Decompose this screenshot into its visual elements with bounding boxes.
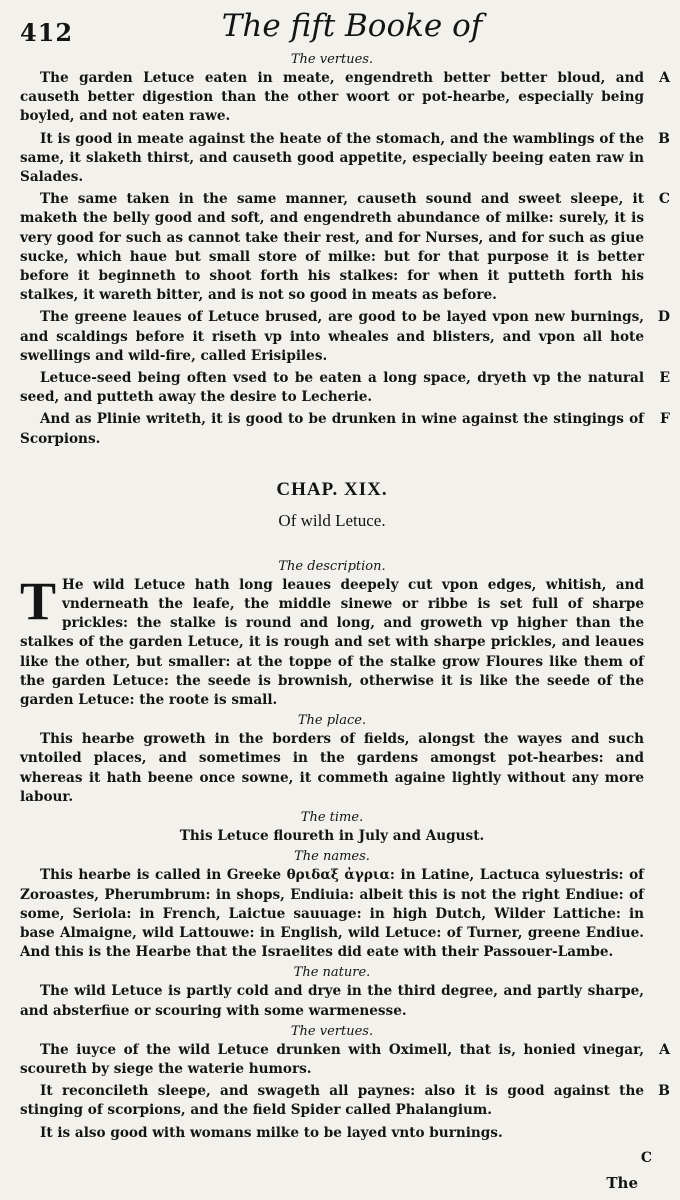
- margin-letter: B: [658, 1083, 670, 1100]
- section-heading-time: The time.: [300, 810, 364, 826]
- paragraph: The same taken in the same manner, causeth sound and sweet sleepe, it maketh the belly good and soft, and engendreth abundance of milke: surely, it is very good for such as cannot take their rest, and for Nurses, and for such as giue sucke, which haue but small store of milke: but for that purpose it is better before it beginneth to shoot forth his stalkes: for when it putteth forth his stalkes, it wareth bitter, and is not so good in meats as before. C: [20, 191, 670, 304]
- paragraph: It is also good with womans milke to be layed vnto burnings.: [40, 1124, 503, 1141]
- catchword: The: [606, 1174, 638, 1192]
- paragraph: This hearbe groweth in the borders of fields, alongst the wayes and such vntoiled places, and sometimes in the gardens amongst pot-hearbes: and whereas it hath beene once sowne, it commeth againe lightly without any more labour.: [20, 731, 644, 805]
- section-heading-nature: The nature.: [293, 965, 371, 981]
- drop-cap: T: [20, 570, 57, 631]
- chapter-title: Of wild Letuce.: [278, 510, 386, 530]
- section-heading-vertues: The vertues.: [290, 52, 374, 67]
- margin-letter: A: [659, 1041, 670, 1058]
- paragraph: The greene leaues of Letuce brused, are good to be layed vpon new burnings, and scaldings before it riseth vp into wheales and blisters, and vpon all hote swellings and wild-fire, called Erisipiles. D: [20, 309, 670, 364]
- margin-letter: A: [659, 70, 670, 86]
- paragraph: The iuyce of the wild Letuce drunken with Oximell, that is, honied vinegar, scoureth by siege the waterie humors. A: [20, 1041, 670, 1077]
- paragraph: T He wild Letuce hath long leaues deepely cut vpon edges, whitish, and vnderneath the leafe, the middle sinewe or ribbe is set full of sharpe prickles: the stalke is round and long, and groweth vp higher than the stalkes of the garden Letuce, it is rough and set with sharpe prickles, and leaues like the other, but smaller: at the toppe of the stalke grow Floures like them of the garden Letuce: the seede is brownish, otherwise it is like the seede of the garden Letuce: the roote is small.: [20, 570, 644, 709]
- paragraph: It reconcileth sleepe, and swageth all paynes: also it is good against the stinging of scorpions, and the field Spider called Phalangium. B: [20, 1083, 670, 1119]
- page-number: 412: [20, 18, 74, 47]
- section-heading-place: The place.: [297, 713, 367, 729]
- paragraph: The wild Letuce is partly cold and drye in the third degree, and partly sharpe, and absterfiue or scouring with some warmenesse.: [20, 983, 644, 1019]
- margin-letter: D: [657, 309, 670, 326]
- paragraph: And as Plinie writeth, it is good to be drunken in wine against the stingings of Scorpions. F: [20, 411, 670, 447]
- paragraph: The garden Letuce eaten in meate, engendreth better better bloud, and causeth better digestion than the other woort or pot-hearbe, especially being boyled, and not eaten rawe. A: [20, 70, 670, 125]
- section-heading-names: The names.: [294, 849, 370, 865]
- section-heading-vertues: The vertues.: [290, 1023, 374, 1039]
- paragraph: It is good in meate against the heate of the stomach, and the wamblings of the same, it slaketh thirst, and causeth good appetite, especially beeing eaten raw in Salades. B: [20, 130, 670, 186]
- paragraph: This Letuce floureth in July and August.: [179, 828, 485, 845]
- margin-letter: E: [659, 370, 670, 387]
- paragraph: Letuce-seed being often vsed to be eaten a long space, dryeth vp the natural seed, and putteth away the desire to Lecherie. E: [20, 370, 670, 406]
- margin-letter: F: [660, 411, 670, 428]
- section-heading-description: The description.: [278, 558, 386, 574]
- chapter-number: CHAP. XIX.: [276, 478, 388, 500]
- margin-letter: B: [658, 130, 670, 147]
- margin-letter: C: [658, 191, 670, 208]
- paragraph: This hearbe is called in Greeke θριδαξ ἀγρια: in Latine, Lactuca syluestris: of Zoroastes, Pherumbrum: in shops, Endiuia: albeit this is not the right Endiue: of some, Seriola: in French, Laictue sauuage: in high Dutch, Wilder Lattiche: in base Almaigne, wild Lattouwe: in English, wild Letuce: of Turner, greene Endiue. And this is the Hearbe that the Israelites did eate with their Passouer-Lambe.: [20, 867, 644, 961]
- running-title: The fift Booke of: [221, 8, 483, 44]
- page-header: [20, 6, 644, 52]
- margin-letter: C: [640, 1150, 652, 1166]
